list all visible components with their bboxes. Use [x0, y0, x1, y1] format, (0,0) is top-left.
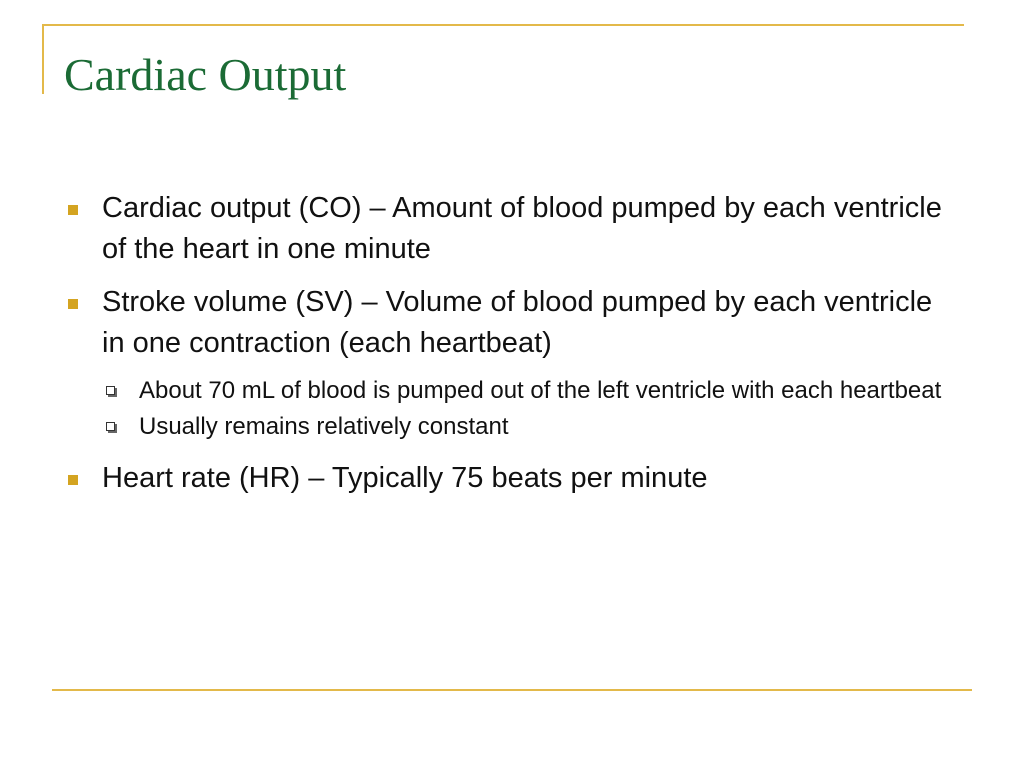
bullet-text: Cardiac output (CO) – Amount of blood pumped by each ventricle of the heart in one minute [102, 192, 942, 265]
bullet-list [60, 188, 960, 511]
bullet-item-cardiac-output [60, 188, 960, 270]
bullet-text: Heart rate (HR) – Typically 75 beats per minute [102, 462, 708, 494]
bullet-text: Stroke volume (SV) – Volume of blood pumped by each ventricle in one contraction (each heartbeat) [102, 286, 933, 359]
square-bullet-icon [68, 475, 78, 485]
square-bullet-icon [68, 299, 78, 309]
sub-bullet-item-70ml [60, 374, 960, 408]
slide-title: Cardiac Output [64, 49, 347, 100]
frame-left-line [42, 24, 44, 94]
bullet-item-heart-rate [60, 458, 960, 499]
hollow-square-bullet-icon [106, 422, 115, 431]
square-bullet-icon [68, 205, 78, 215]
frame-top-line [42, 24, 964, 26]
sub-bullet-text: Usually remains relatively constant [139, 413, 509, 440]
footer-line [52, 689, 972, 691]
sub-bullet-item-constant [60, 410, 960, 444]
bullet-item-stroke-volume [60, 282, 960, 364]
sub-bullet-text: About 70 mL of blood is pumped out of the left ventricle with each heartbeat [139, 377, 942, 404]
hollow-square-bullet-icon [106, 386, 115, 395]
